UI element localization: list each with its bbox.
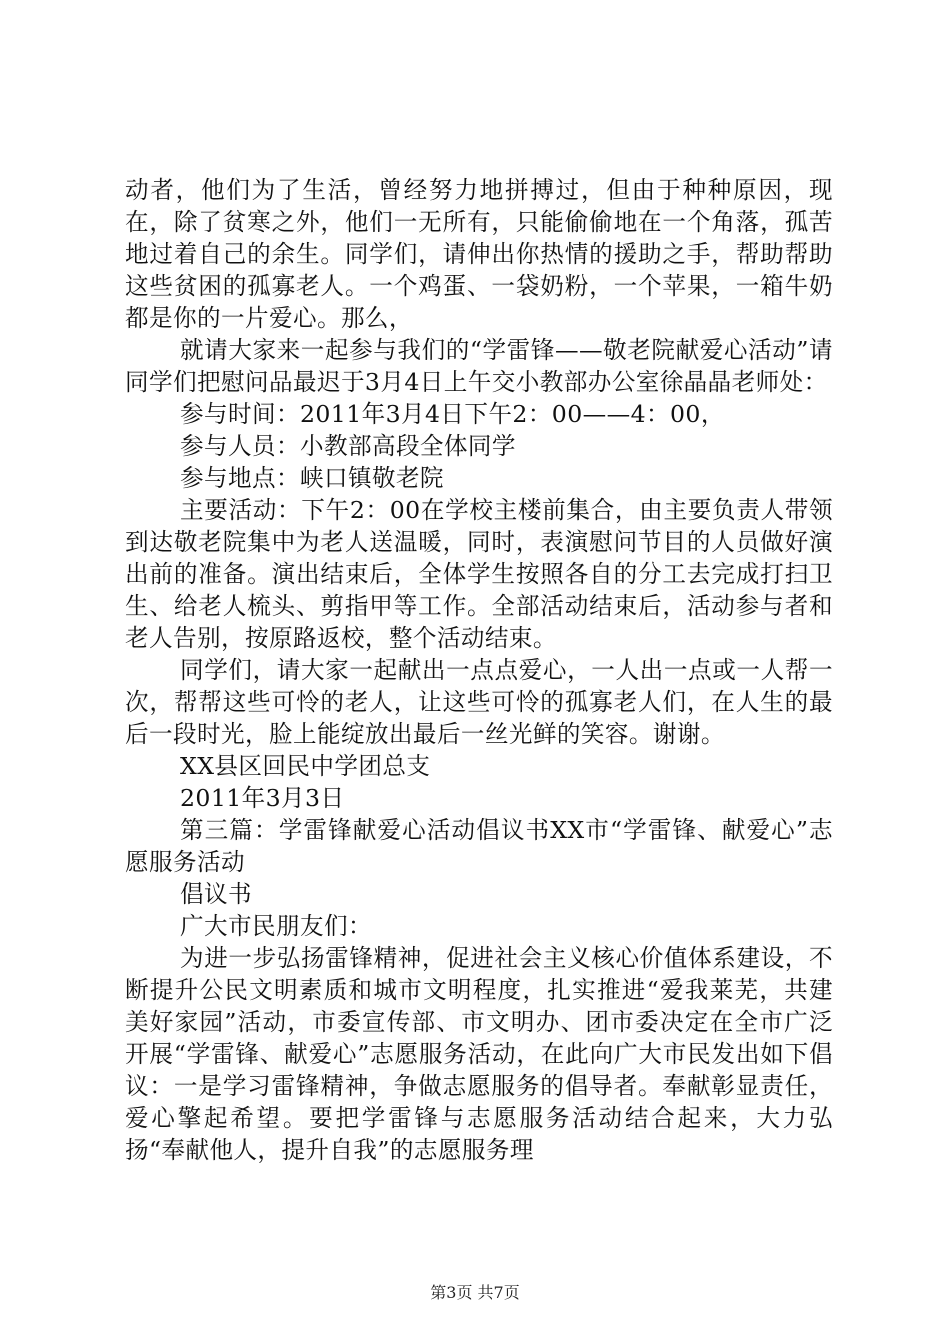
section-heading-part-three: 第三篇：学雷锋献爱心活动倡议书XX市“学雷锋、献爱心”志愿服务活动: [125, 816, 833, 876]
signature-date: 2011年3月3日: [180, 784, 345, 812]
paragraph-closing-appeal: 同学们，请大家一起献出一点点爱心，一人出一点或一人帮一次，帮帮这些可怜的老人，让这些可怜的孤寡老人们，在人生的最后一段时光，脸上能绽放出最后一丝光鲜的笑容。谢谢。: [125, 656, 833, 748]
signature-organization: XX县区回民中学团总支: [180, 752, 431, 780]
paragraph-proposal-body: 为进一步弘扬雷锋精神，促进社会主义核心价值体系建设，不断提升公民文明素质和城市文明程度，扎实推进“爱我莱芜，共建美好家园”活动，市委宣传部、市文明办、团市委决定在全市广泛开展“学雷锋、献爱心”志愿服务活动，在此向广大市民发出如下倡议：一是学习雷锋精神，争做志愿服务的倡导者。奉献彰显责任，爱心擎起希望。要把学雷锋与志愿服务活动结合起来，大力弘扬“奉献他人，提升自我”的志愿服务理: [125, 944, 833, 1164]
paragraph-location: 参与地点：峡口镇敬老院: [180, 464, 444, 492]
document-body: [125, 174, 833, 1166]
section-subtitle-proposal: 倡议书: [180, 880, 252, 908]
page-number-footer: 第3页 共7页: [430, 1283, 520, 1302]
paragraph-continuation: 动者，他们为了生活，曾经努力地拼搏过，但由于种种原因，现在，除了贫寒之外，他们一无所有，只能偷偷地在一个角落，孤苦地过着自己的余生。同学们，请伸出你热情的援助之手，帮助帮助这些贫困的孤寡老人。一个鸡蛋、一袋奶粉，一个苹果，一箱牛奶都是你的一片爱心。那么，: [125, 176, 833, 332]
paragraph-participants: 参与人员：小教部高段全体同学: [180, 432, 516, 460]
salutation: 广大市民朋友们：: [180, 912, 372, 940]
paragraph-time: 参与时间：2011年3月4日下午2：00——4：00，: [180, 400, 725, 428]
paragraph-invitation: 就请大家来一起参与我们的“学雷锋——敬老院献爱心活动”请同学们把慰问品最迟于3月4日上午交小教部办公室徐晶晶老师处：: [125, 336, 833, 396]
paragraph-main-activity: 主要活动：下午2：00在学校主楼前集合，由主要负责人带领到达敬老院集中为老人送温暖，同时，表演慰问节目的人员做好演出前的准备。演出结束后，全体学生按照各自的分工去完成打扫卫生、给老人梳头、剪指甲等工作。全部活动结束后，活动参与者和老人告别，按原路返校，整个活动结束。: [125, 496, 833, 652]
